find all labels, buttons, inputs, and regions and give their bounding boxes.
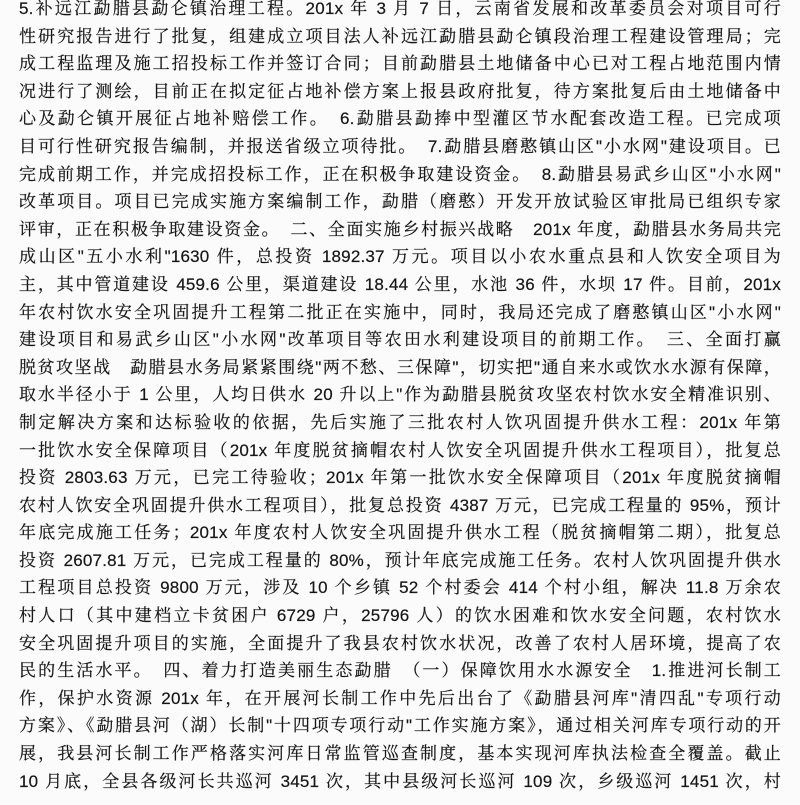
- text-line: 安全巩固提升项目的实施，全面提升了我县农村饮水状况，改善了农村人居环境，提高了农: [19, 633, 781, 653]
- text-line: 10 月底，全县各级河长共巡河 3451 次，其中县级河长巡河 109 次，乡级巡河 1451 次，村: [19, 771, 781, 791]
- text-line: 脱贫攻坚战 勐腊县水务局紧紧围绕"两不愁、三保障"，切实把"通自来水或饮水水源有保障，: [19, 357, 781, 377]
- text-line: 民的生活水平。 四、着力打造美丽生态勐腊 （一）保障饮用水水源安全 1.推进河长制工: [19, 661, 781, 681]
- text-line: 制定解决方案和达标验收的依据，先后实施了三批农村人饮巩固提升供水工程：201x 年第: [19, 412, 781, 432]
- text-line: 农村人饮安全巩固提升供水工程项目），批复总投资 4387 万元，已完成工程量的 95%，预计: [19, 495, 781, 515]
- text-line: 改革项目。项目已完成实施方案编制工作，勐腊（磨憨）开发开放试验区审批局已组织专家: [19, 192, 781, 212]
- text-line: 村人口（其中建档立卡贫困户 6729 户，25796 人）的饮水困难和饮水安全问题，农村饮水: [19, 606, 781, 626]
- text-line: 取水半径小于 1 公里，人均日供水 20 升以上"作为勐腊县脱贫攻坚农村饮水安全精准识别、: [19, 385, 781, 405]
- document-page: [19, 0, 781, 805]
- text-line: 成山区"五小水利"1630 件，总投资 1892.37 万元。项目以小农水重点县和人饮安全项目为: [19, 247, 781, 267]
- text-line: 展，我县河长制工作严格落实河库日常监管巡查制度，基本实现河库执法检查全覆盖。截止: [19, 744, 781, 764]
- text-line: 工程项目总投资 9800 万元，涉及 10 个乡镇 52 个村委会 414 个村小组，解决 11.8 万余农: [19, 578, 781, 598]
- text-line: 5.补远江勐腊县勐仑镇治理工程。201x 年 3 月 7 日，云南省发展和改革委员会对项目可行: [19, 0, 781, 18]
- text-line: 投资 2607.81 万元，已完成工程量的 80%，预计年底完成施工任务。农村人饮巩固提升供水: [19, 550, 781, 570]
- document-text: [19, 0, 781, 795]
- text-line: 一批饮水安全保障项目（201x 年度脱贫摘帽农村人饮安全巩固提升供水工程项目），批复总: [19, 440, 781, 460]
- text-line: 作，保护水资源 201x 年，在开展河长制工作中先后出台了《勐腊县河库"清四乱"专项行动: [19, 688, 781, 708]
- text-line: 心及勐仑镇开展征占地补赔偿工作。 6.勐腊县勐捧中型灌区节水配套改造工程。已完成项: [19, 109, 781, 129]
- text-line: 评审，正在积极争取建设资金。 二、全面实施乡村振兴战略 201x 年度，勐腊县水务局共完: [19, 219, 781, 239]
- text-line: 年农村饮水安全巩固提升工程第二批正在实施中，同时，我局还完成了磨憨镇山区"小水网": [19, 302, 781, 322]
- text-line: 目可行性研究报告编制，并报送省级立项待批。 7.勐腊县磨憨镇山区"小水网"建设项目。已: [19, 136, 781, 156]
- text-line: 成工程监理及施工招投标工作并签订合同；目前勐腊县土地储备中心已对工程占地范围内情: [19, 54, 781, 74]
- text-line: 主，其中管道建设 459.6 公里，渠道建设 18.44 公里，水池 36 件，水坝 17 件。目前，201x: [19, 274, 781, 294]
- text-line: 投资 2803.63 万元，已完工待验收；201x 年第一批饮水安全保障项目（201x 年度脱贫摘帽: [19, 468, 781, 488]
- text-line: 年底完成施工任务；201x 年度农村人饮安全巩固提升供水工程（脱贫摘帽第二期），批复总: [19, 523, 781, 543]
- text-line: 完成前期工作，并完成招投标工作，正在积极争取建设资金。 8.勐腊县易武乡山区"小水网": [19, 164, 781, 184]
- text-line: 况进行了测绘，目前正在拟定征占地补偿方案上报县政府批复，待方案批复后由土地储备中: [19, 81, 781, 101]
- text-line: 方案》、《勐腊县河（湖）长制"十四项专项行动"工作实施方案》，通过相关河库专项行动的开: [19, 716, 781, 736]
- text-line: 建设项目和易武乡山区"小水网"改革项目等农田水利建设项目的前期工作。 三、全面打赢: [19, 330, 781, 350]
- text-line: 性研究报告进行了批复，组建成立项目法人补远江勐腊县勐仑镇段治理工程建设管理局；完: [19, 26, 781, 46]
